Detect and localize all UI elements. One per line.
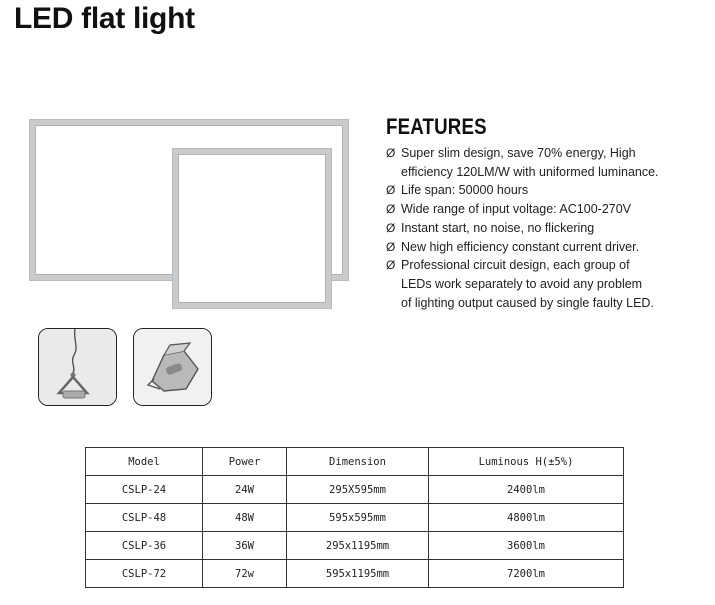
- mounting-clip-bracket-icon: [133, 328, 212, 406]
- cell-luminous: 3600lm: [429, 532, 624, 560]
- table-row: [86, 504, 624, 532]
- bullet-icon: Ø: [386, 239, 396, 254]
- feature-item: [386, 200, 706, 219]
- header-luminous: Luminous H(±5%): [429, 448, 624, 476]
- cell-dimension: 595x1195mm: [287, 560, 429, 588]
- cell-dimension: 295X595mm: [287, 476, 429, 504]
- cell-luminous: 4800lm: [429, 504, 624, 532]
- spec-table: [85, 447, 624, 588]
- header-model: Model: [86, 448, 203, 476]
- cell-model: CSLP-48: [86, 504, 203, 532]
- header-power: Power: [203, 448, 287, 476]
- cell-dimension: 295x1195mm: [287, 532, 429, 560]
- feature-line: LEDs work separately to avoid any problem: [401, 276, 643, 291]
- feature-line: efficiency 120LM/W with uniformed luminance.: [401, 164, 659, 179]
- features-heading: FEATURES: [386, 114, 487, 139]
- bullet-icon: Ø: [386, 146, 396, 160]
- bullet-icon: Ø: [386, 202, 396, 217]
- feature-line: of lighting output caused by single faulty LED.: [401, 295, 654, 310]
- table-row: [86, 476, 624, 504]
- cell-dimension: 595x595mm: [287, 504, 429, 532]
- suspension-wire-kit-icon: [38, 328, 117, 406]
- features-list: [386, 144, 706, 312]
- cell-power: 24W: [203, 476, 287, 504]
- feature-item: [386, 144, 706, 181]
- feature-line: Wide range of input voltage: AC100-270V: [401, 202, 632, 217]
- table-row: [86, 560, 624, 588]
- feature-item: [386, 181, 706, 200]
- header-dimension: Dimension: [287, 448, 429, 476]
- feature-line: Instant start, no noise, no flickering: [401, 220, 595, 235]
- feature-item: [386, 238, 706, 257]
- bullet-icon: Ø: [386, 258, 396, 273]
- cell-luminous: 2400lm: [429, 476, 624, 504]
- page-title: LED flat light: [14, 2, 195, 35]
- bullet-icon: Ø: [386, 183, 396, 198]
- led-panel-small-image: [173, 149, 331, 308]
- cell-power: 36W: [203, 532, 287, 560]
- cell-model: CSLP-72: [86, 560, 203, 588]
- bullet-icon: Ø: [386, 220, 396, 235]
- cell-model: CSLP-36: [86, 532, 203, 560]
- feature-line: Professional circuit design, each group of: [401, 258, 630, 273]
- cell-model: CSLP-24: [86, 476, 203, 504]
- feature-item: [386, 256, 706, 312]
- feature-line: Life span: 50000 hours: [401, 183, 529, 198]
- cell-power: 72w: [203, 560, 287, 588]
- feature-item: [386, 219, 706, 238]
- table-header-row: [86, 448, 624, 476]
- table-row: [86, 532, 624, 560]
- cell-power: 48W: [203, 504, 287, 532]
- cell-luminous: 7200lm: [429, 560, 624, 588]
- feature-line: Super slim design, save 70% energy, High: [401, 146, 636, 160]
- feature-line: New high efficiency constant current driver.: [401, 239, 640, 254]
